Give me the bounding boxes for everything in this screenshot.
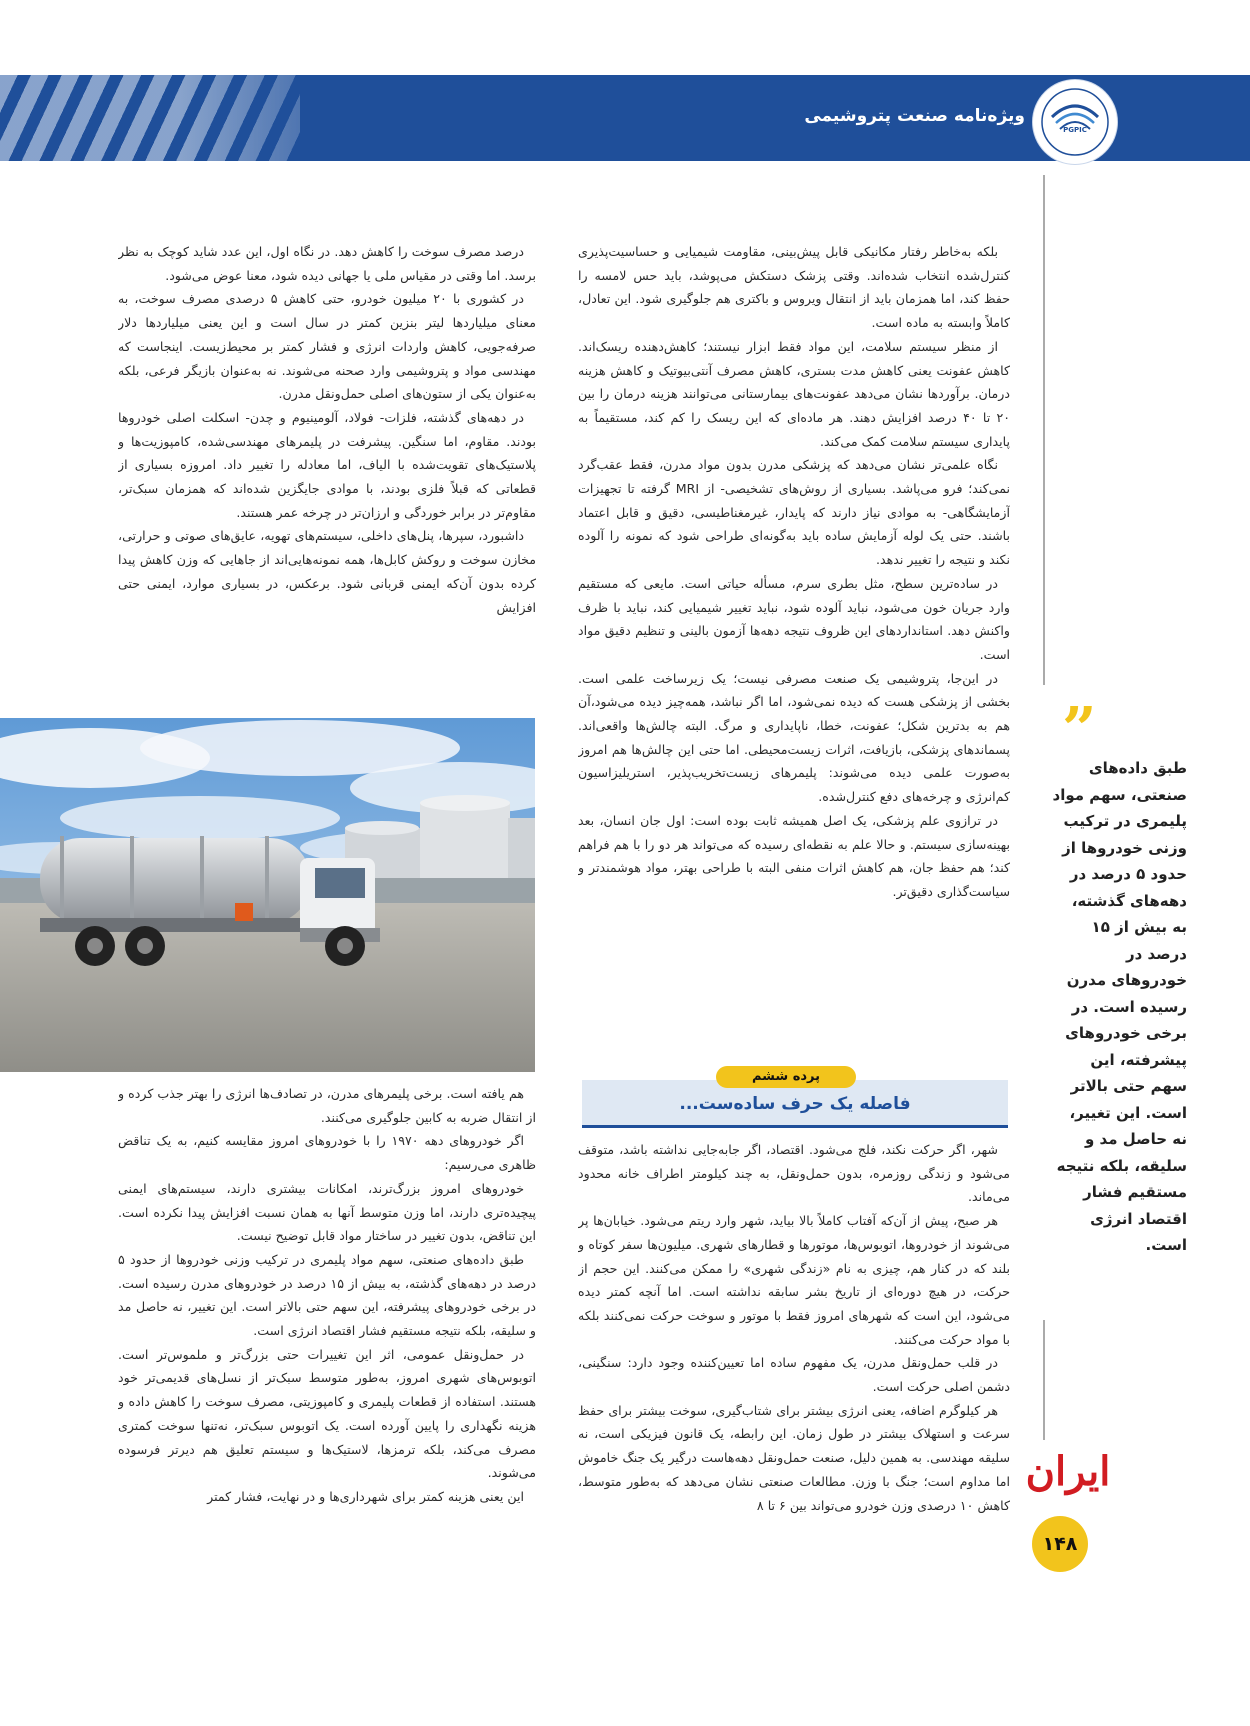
article-column-right-top bbox=[578, 240, 1010, 1045]
photo-illustration bbox=[0, 718, 535, 1072]
article-column-right-bottom bbox=[578, 1138, 1010, 1572]
brand-logo: ایران bbox=[1025, 1448, 1111, 1495]
paragraph: هم یافته است. برخی پلیمرهای مدرن، در تصادف‌ها انرژی را بهتر جذب کرده و از انتقال ضربه به کابین جلوگیری می‌کنند. bbox=[118, 1086, 536, 1125]
pull-quote: طبق داده‌های صنعتی، سهم مواد پلیمری در ترکیب وزنی خودروها از حدود ۵ درصد در دهه‌های گذشته، به بیش از ۱۵ درصد در خودروهای مدرن رسیده است. در برخی خودروهای پیشرفته، این سهم حتی بالاتر است. این تغییر، نه حاصل مد و سلیقه، بلکه نتیجه مستقیم فشار اقتصاد انرژی است. bbox=[1052, 759, 1187, 1254]
quote-mark-icon: ” bbox=[1062, 695, 1097, 765]
paragraph: شهر، اگر حرکت نکند، فلج می‌شود. اقتصاد، اگر جابه‌جایی نداشته باشد، متوقف می‌شود و زندگی روزمره، بدون حمل‌ونقل، به چند کیلومتر اطراف خانه محدود می‌ماند. bbox=[578, 1142, 1010, 1205]
article-column-left-bottom bbox=[118, 1082, 536, 1572]
paragraph: خودروهای امروز بزرگ‌ترند، امکانات بیشتری دارند، سیستم‌های ایمنی پیچیده‌تری دارند، اما وزن متوسط آنها به همان نسبت افزایش پیدا نکرده است. این تناقض، بدون تغییر در ساختار مواد قابل توضیح نیست. bbox=[118, 1180, 536, 1244]
tanker-truck-photo bbox=[0, 718, 535, 1072]
page-number: ۱۴۸ bbox=[1032, 1516, 1088, 1572]
paragraph: در دهه‌های گذشته، فلزات- فولاد، آلومینیوم و چدن- اسکلت اصلی خودروها بودند. مقاوم، اما سنگین. پیشرفت در پلیمرهای مهندسی‌شده، کامپوزیت‌ها و پلاستیک‌های تقویت‌شده با الیاف، اما معادله را تغییر داد. امروزه بسیاری از قطعاتی که قبلاً فلزی بودند، با موادی جایگزین شده‌اند که همزمان سبک‌تر، مقاوم‌تر در برابر خوردگی و ارزان‌تر در چرخه عمر هستند. bbox=[118, 409, 536, 520]
paragraph: هر صبح، پیش از آن‌که آفتاب کاملاً بالا بیاید، شهر وارد ریتم می‌شود. خیابان‌ها پر می‌شوند از خودروها، اتوبوس‌ها، موتورها و قطارهای شهری. میلیون‌ها سفر کوتاه و بلند که در کنار هم، چیزی به نام «زندگی شهری» را ممکن می‌کنند. این حجم از حرکت، در هیچ دوره‌ای از تاریخ بشر سابقه نداشته است. اما آنچه کمتر دیده می‌شود، این است که شهرهای امروز فقط با موتور و سوخت حرکت نمی‌کنند بلکه با مواد حرکت می‌کنند. bbox=[578, 1213, 1010, 1347]
paragraph: در این‌جا، پتروشیمی یک صنعت مصرفی نیست؛ یک زیرساخت علمی است. بخشی از پزشکی هست که دیده نمی‌شود، اما اگر نباشد، همه‌چیز دیده می‌شود،آن هم به بدترین شکل؛ عفونت، خطا، ناپایداری و مرگ. البته چالش‌ها واقعی‌اند. پسماندهای پزشکی، بازیافت، اثرات زیست‌محیطی. اما حتی این چالش‌ها هم امروز به‌صورت علمی دیده می‌شوند: پلیمرهای زیست‌تخریب‌پذیر، استریلیزاسیون کم‌انرژی و چرخه‌های دفع کنترل‌شده. bbox=[578, 670, 1010, 805]
paragraph: از منظر سیستم سلامت، این مواد فقط ابزار نیستند؛ کاهش‌دهنده ریسک‌اند. کاهش عفونت یعنی کاهش مدت بستری، کاهش مصرف آنتی‌بیوتیک و کاهش هزینه درمان. برآوردها نشان می‌دهد عفونت‌های بیمارستانی می‌توانند هزینه درمان را بین ۲۰ تا ۴۰ درصد افزایش دهند. هر ماده‌ای که این ریسک را کم کند، مستقیماً به پایداری سیستم سلامت کمک می‌کند. bbox=[578, 338, 1010, 449]
paragraph: طبق داده‌های صنعتی، سهم مواد پلیمری در ترکیب وزنی خودروها از حدود ۵ درصد در دهه‌های گذشته، به بیش از ۱۵ درصد در خودروهای مدرن رسیده است. در برخی خودروهای پیشرفته، این سهم حتی بالاتر است. این تغییر، نه حاصل مد و سلیقه، بلکه نتیجه مستقیم فشار اقتصاد انرژی است. bbox=[118, 1251, 536, 1339]
divider-rule bbox=[1043, 1320, 1045, 1440]
paragraph: درصد مصرف سوخت را کاهش دهد. در نگاه اول، این عدد شاید کوچک به نظر برسد. اما وقتی در مقیاس ملی یا جهانی دیده شود، معنا عوض می‌شود. bbox=[118, 244, 536, 283]
paragraph: در حمل‌ونقل عمومی، اثر این تغییرات حتی بزرگ‌تر و ملموس‌تر است. اتوبوس‌های شهری امروز، به‌طور متوسط سبک‌تر از نسل‌های قدیمی‌تر خود هستند. استفاده از قطعات پلیمری و کامپوزیتی، مصرف سوخت را کاهش داده و هزینه نگهداری را پایین آورده است. یک اتوبوس سبک‌تر، نه‌تنها سوخت کمتری مصرف می‌کند، بلکه ترمزها، لاستیک‌ها و سیستم تعلیق هم دیرتر فرسوده می‌شوند. bbox=[118, 1346, 536, 1481]
logo-text: PGPIC bbox=[1063, 126, 1087, 134]
paragraph: داشبورد، سپرها، پنل‌های داخلی، سیستم‌های تهویه، عایق‌های صوتی و حرارتی، مخازن سوخت و روکش کابل‌ها، همه نمونه‌هایی‌اند از جاهایی که وزن کاهش پیدا کرده بدون آن‌که ایمنی قربانی شود. برعکس، در بسیاری موارد، ایمنی حتی افزایش bbox=[118, 528, 536, 615]
paragraph: در کشوری با ۲۰ میلیون خودرو، حتی کاهش ۵ درصدی مصرف سوخت، به معنای میلیاردها لیتر بنزین کمتر در سال است و این یعنی میلیاردها دلار صرفه‌جویی، کاهش واردات انرژی و فشار کمتر بر محیط‌زیست. اینجاست که مهندسی مواد و پتروشیمی وارد صحنه می‌شوند. نه به‌عنوان بازیگر فرعی، بلکه به‌عنوان یکی از ستون‌های اصلی حمل‌ونقل مدرن. bbox=[118, 291, 536, 402]
paragraph: نگاه علمی‌تر نشان می‌دهد که پزشکی مدرن بدون مواد مدرن، فقط عقب‌گرد نمی‌کند؛ فرو می‌پاشد. بسیاری از روش‌های تشخیصی- از MRI گرفته تا تجهیزات آزمایشگاهی- به موادی نیاز دارند که پایدار، غیرمغناطیسی، دقیق و قابل اعتماد باشند. حتی یک لوله آزمایش ساده باید به‌گونه‌ای طراحی شود که نمونه را آلوده نکند و نتیجه را تغییر ندهد. bbox=[578, 457, 1010, 568]
header-fade bbox=[180, 75, 400, 161]
divider-rule bbox=[1043, 175, 1045, 685]
logo-emblem-icon bbox=[1036, 83, 1114, 161]
paragraph: در قلب حمل‌ونقل مدرن، یک مفهوم ساده اما تعیین‌کننده وجود دارد: سنگینی، دشمن اصلی حرکت است. bbox=[578, 1355, 1010, 1395]
paragraph: این یعنی هزینه کمتر برای شهرداری‌ها و در نهایت، فشار کمتر bbox=[207, 1488, 524, 1504]
article-column-left-top bbox=[118, 240, 536, 708]
section-title-header: ویژه‌نامه صنعت پتروشیمی bbox=[804, 106, 1025, 126]
paragraph: هر کیلوگرم اضافه، یعنی انرژی بیشتر برای شتاب‌گیری، سوخت بیشتر برای حفظ سرعت و استهلاک بیشتر در طول زمان. این رابطه، یک قانون فیزیکی است، نه سلیقه مهندسی. به همین دلیل، صنعت حمل‌ونقل دهه‌هاست درگیر یک جنگ خاموش اما مداوم است؛ جنگ با وزن. مطالعات صنعتی نشان می‌دهد که به‌طور متوسط، کاهش ۱۰ درصدی وزن خودرو می‌تواند بین ۶ تا ۸ bbox=[578, 1402, 1010, 1513]
paragraph: در ساده‌ترین سطح، مثل بطری سرم، مسأله حیاتی است. مایعی که مستقیم وارد جریان خون می‌شود، نباید آلوده شود، نباید تغییر شیمیایی کند، نباید با ظرف واکنش دهد. استانداردهای این ظروف نتیجه دهه‌ها آزمون بالینی و تنظیم دقیق مواد است. bbox=[578, 575, 1010, 662]
paragraph: اگر خودروهای دهه ۱۹۷۰ را با خودروهای امروز مقایسه کنیم، به یک تناقض ظاهری می‌رسیم: bbox=[118, 1133, 536, 1173]
section-tag: پرده ششم bbox=[716, 1066, 856, 1088]
section-title: فاصله یک حرف ساده‌ست... bbox=[679, 1094, 911, 1114]
paragraph: بلکه به‌خاطر رفتار مکانیکی قابل پیش‌بینی، مقاومت شیمیایی و حساسیت‌پذیری کنترل‌شده انتخاب شده‌اند. وقتی پزشک دستکش می‌پوشد، باید حس لامسه را حفظ کند، اما همزمان باید از انتقال ویروس و باکتری هم جلوگیری شود. این تعادل، کاملاً وابسته به ماده است. bbox=[578, 244, 1010, 331]
paragraph: در ترازوی علم پزشکی، یک اصل همیشه ثابت بوده است: اول جان انسان، بعد بهینه‌سازی سیستم. و حالا علم به نقطه‌ای رسیده که می‌تواند هر دو را با هم فراهم کند؛ هم حفظ جان، هم کاهش اثرات منفی البته با طراحی بهتر، مواد هوشمندتر و سیاست‌گذاری دقیق‌تر. bbox=[578, 812, 1010, 899]
company-logo bbox=[1033, 80, 1117, 164]
